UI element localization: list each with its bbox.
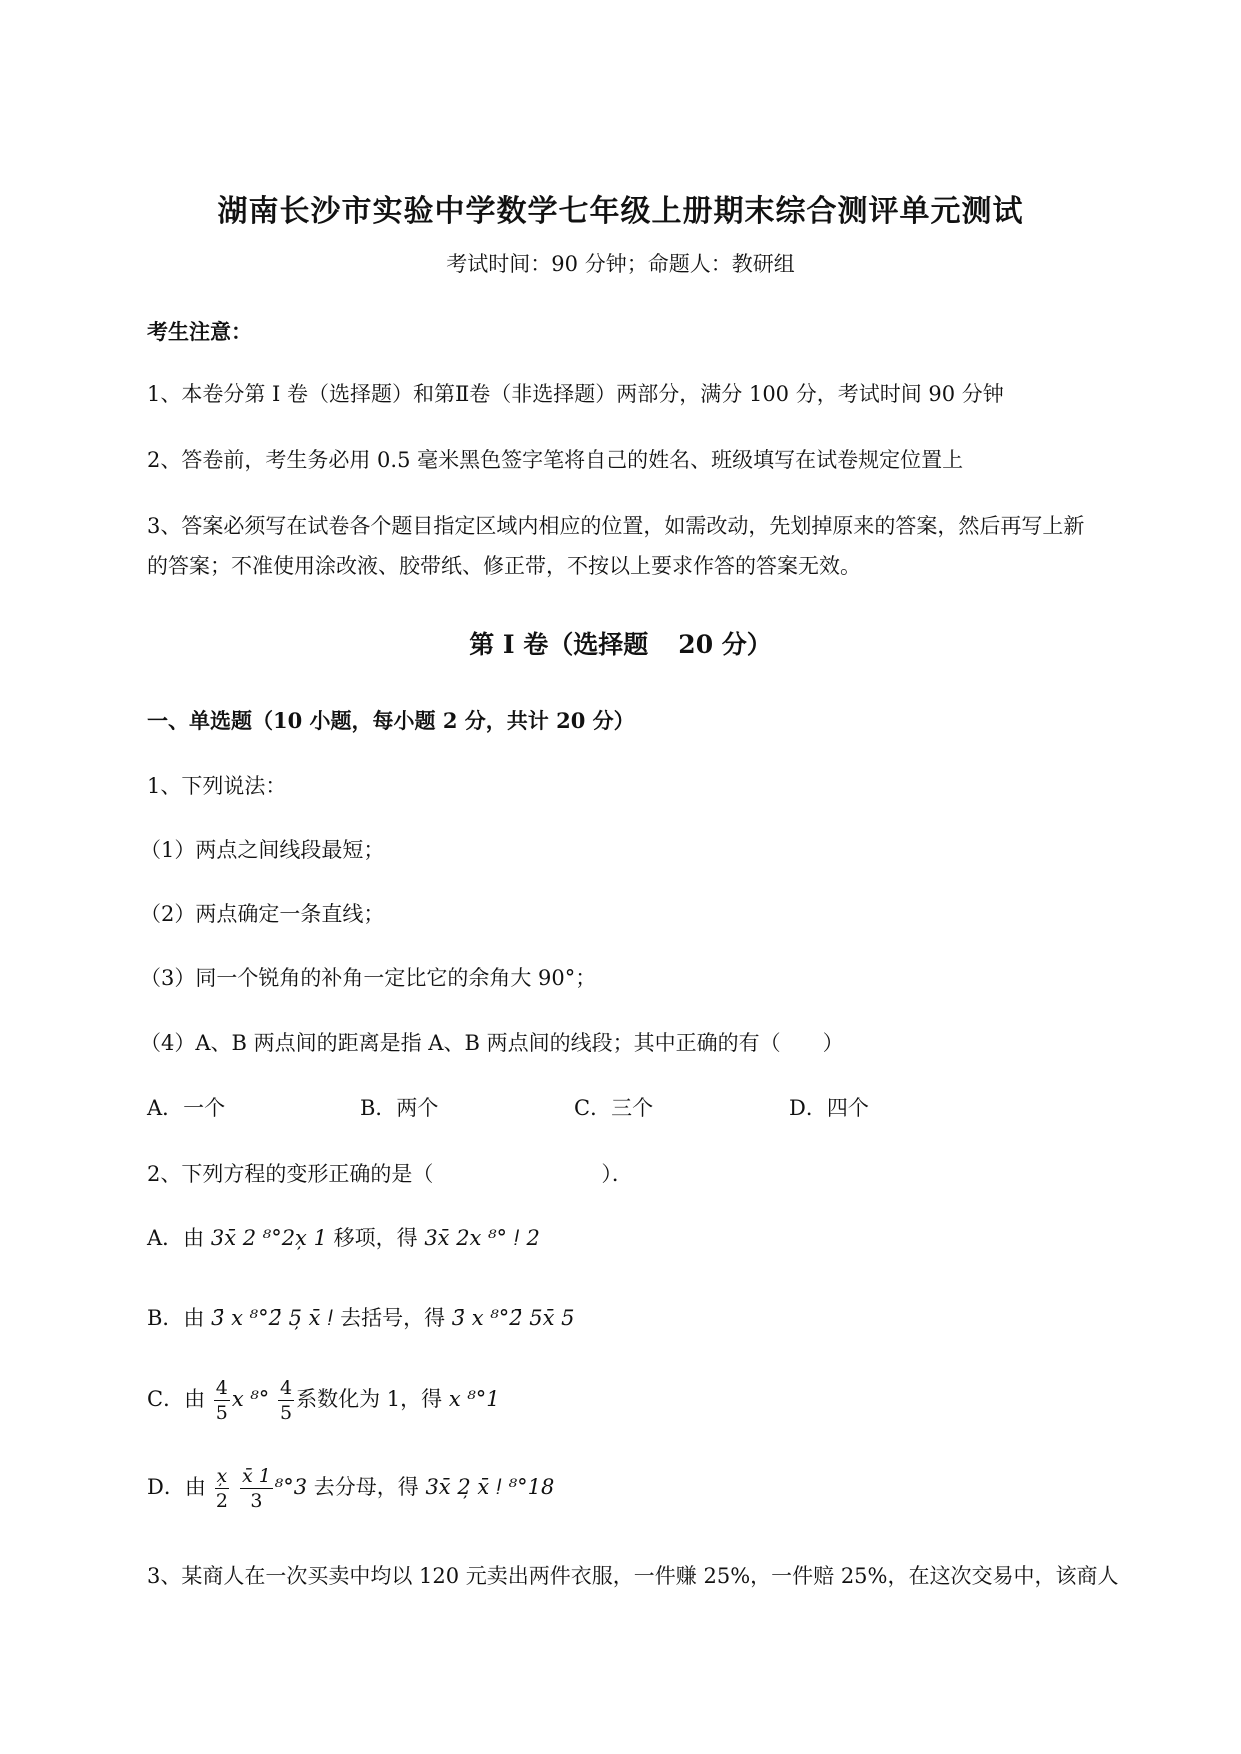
option-c: C．三个 [574, 1096, 654, 1120]
statement: （4）A、B 两点间的距离是指 A、B 两点间的线段；其中正确的有（ ） [140, 1031, 844, 1055]
fraction [215, 1464, 230, 1513]
option-b [147, 1302, 575, 1332]
option-c [147, 1376, 500, 1425]
fraction [240, 1464, 273, 1513]
option-label: A．由 [147, 1226, 205, 1250]
numerator: 4 [215, 1377, 228, 1399]
option-label: C．由 [147, 1387, 206, 1411]
section-title-score: 20 分） [678, 630, 772, 659]
question-stem: 1、下列说法： [147, 774, 287, 798]
question-stem: 2、下列方程的变形正确的是（ ）． [147, 1162, 633, 1186]
numerator: x̄ 1 [241, 1465, 271, 1487]
equation: 3̄ x ⁸°2̄ 5x̄ 5 [451, 1306, 575, 1330]
notice-item: 2、答卷前，考生务必用 0.5 毫米黑色签字笔将自己的姓名、班级填写在试卷规定位置上 [147, 448, 964, 472]
numerator: 4 [279, 1377, 293, 1399]
statement: （3）同一个锐角的补角一定比它的余角大 90°； [140, 966, 597, 990]
option-d: D．四个 [789, 1096, 869, 1120]
part-heading: 一、单选题（10 小题，每小题 2 分，共计 20 分） [147, 708, 635, 733]
notice-item: 的答案；不准使用涂改液、胶带纸、修正带，不按以上要求作答的答案无效。 [147, 554, 861, 578]
equation: x ⁸°1 [448, 1387, 500, 1411]
statement: （1）两点之间线段最短； [140, 838, 385, 862]
option-a [147, 1222, 540, 1252]
equation: 3x̄ 2̦ x̄ ǃ ⁸°18 [425, 1475, 555, 1499]
section-title [0, 625, 1241, 661]
page-title: 湖南长沙市实验中学数学七年级上册期末综合测评单元测试 [217, 194, 1024, 229]
statement: （2）两点确定一条直线； [140, 902, 385, 926]
equation-tail: ⁸°3 [274, 1475, 308, 1499]
equation: 3̄ x ⁸°2̄ 5̦ x̄ ǃ [211, 1306, 334, 1330]
option-d [147, 1464, 554, 1513]
operation-text: 去括号，得 [340, 1306, 446, 1330]
operation-text: 移项，得 [333, 1226, 418, 1250]
operation-text: 系数化为 1，得 [296, 1387, 443, 1411]
option-label: D．由 [147, 1475, 206, 1499]
variable: x ⁸° [231, 1387, 270, 1411]
notice-item: 3、答案必须写在试卷各个题目指定区域内相应的位置，如需改动，先划掉原来的答案，然后再写上新 [147, 514, 1085, 538]
notice-heading: 考生注意： [147, 319, 252, 344]
section-title-part: 第 I 卷（选择题 [469, 630, 649, 659]
denominator: 3 [250, 1490, 263, 1512]
numerator: x̦ [216, 1465, 228, 1487]
denominator: 5 [279, 1402, 293, 1424]
exam-info: 考试时间：90 分钟；命题人：教研组 [446, 252, 795, 276]
equation: 3x̄ 2 ⁸°2x̦ 1 [210, 1226, 327, 1250]
denominator: 2 [215, 1490, 228, 1512]
option-a: A．一个 [147, 1096, 226, 1120]
fraction [214, 1376, 230, 1425]
fraction [278, 1376, 294, 1425]
option-label: B．由 [147, 1306, 205, 1330]
operation-text: 去分母，得 [313, 1475, 419, 1499]
denominator: 5 [215, 1402, 228, 1424]
notice-item: 1、本卷分第 I 卷（选择题）和第Ⅱ卷（非选择题）两部分，满分 100 分，考试时间 90 分钟 [147, 382, 1004, 406]
question-stem: 3、某商人在一次买卖中均以 120 元卖出两件衣服，一件赚 25%，一件赔 25%，在这次交易中，该商人 [147, 1564, 1119, 1588]
equation: 3x̄ 2x ⁸° ǃ 2 [424, 1226, 540, 1250]
option-b: B．两个 [360, 1096, 439, 1120]
